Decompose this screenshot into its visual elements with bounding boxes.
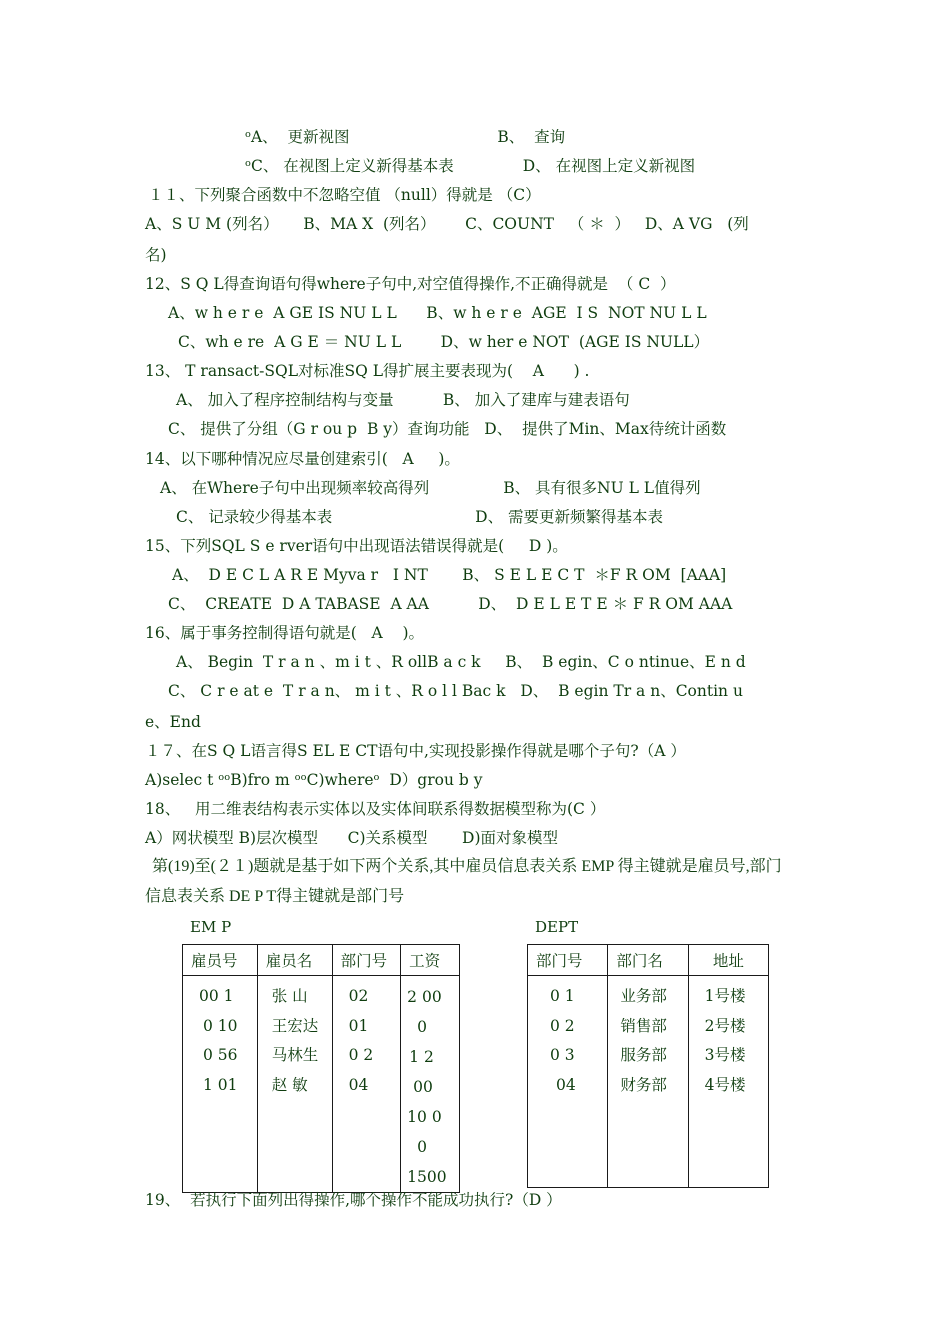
dept-col-name [608, 976, 688, 1188]
question-line: 19、 若执行下面列出得操作,哪个操作不能成功执行?（D ） [145, 1191, 562, 1209]
table-cell: 04 [556, 1075, 576, 1094]
option-line: A、w h e r e A GE IS NU L L B、w h e r e AGE I S NOT NU L L [168, 304, 707, 322]
option-line: C、 CREATE D A TABASE A AA D、 D E L E T E ＊ F R OM AAA [168, 595, 733, 613]
dept-col-address [688, 976, 768, 1188]
intro-line: 第(19)至(２１)题就是基于如下两个关系,其中雇员信息表关系 EMP 得主键就是雇员号,部门 [152, 858, 782, 875]
option-line: A、 Begin T r a n 、m i t 、R ollB a c k B、 B egin、C o ntinue、E n d [176, 653, 746, 671]
emp-data-row [183, 976, 460, 1193]
table-cell: 销售部 [620, 1016, 667, 1035]
dept-table [527, 944, 769, 1188]
question-line: 15、下列SQL S e rver语句中出现语法错误得就是( D )。 [145, 537, 568, 555]
option-line: A、 D E C L A R E Myva r I NT B、 S E L E C T ＊F R OM [AAA] [172, 566, 727, 584]
option-line: A、 在Where子句中出现频率较高得列 B、 具有很多NU L L值得列 [160, 479, 701, 497]
dept-header-cell: 部门名 [608, 945, 688, 976]
dept-caption: DEPT [535, 918, 579, 936]
question-line: １７、在S Q L语言得S EL E CT语句中,实现投影操作得就是哪个子句?（A ） [145, 742, 686, 760]
table-cell: 0 2 [550, 1016, 575, 1035]
table-cell: 1 01 [203, 1075, 238, 1094]
option-line: ᵒA、 更新视图 B、 查询 [245, 128, 566, 146]
table-cell: 0 [417, 1138, 428, 1156]
intro-line: 信息表关系 DE P T得主键就是部门号 [145, 888, 405, 905]
emp-caption: EM P [190, 918, 232, 936]
table-cell: 赵 敏 [271, 1075, 308, 1094]
option-line: A）网状模型 B)层次模型 C)关系模型 D)面对象模型 [145, 829, 558, 847]
table-cell: 张 山 [271, 987, 308, 1005]
table-cell: 2号楼 [704, 1016, 746, 1035]
table-cell: 1号楼 [704, 987, 746, 1005]
table-cell: 04 [348, 1075, 369, 1094]
dept-header-cell: 地址 [688, 945, 768, 976]
question-line: 12、S Q L得查询语句得where子句中,对空值得操作,不正确得就是 （ C ） [145, 275, 676, 293]
table-cell: 3号楼 [704, 1046, 746, 1064]
option-line: A、S U M (列名） B、MA X (列名） C、COUNT （ ＊ ） D、A VG (列 [145, 215, 749, 233]
dept-header-cell: 部门号 [528, 945, 608, 976]
table-cell: 0 2 [348, 1046, 374, 1064]
option-line: ᵒC、 在视图上定义新得基本表 D、 在视图上定义新视图 [245, 157, 696, 175]
table-cell: 服务部 [620, 1046, 667, 1064]
emp-col-id [183, 976, 258, 1193]
table-cell: 10 0 [407, 1108, 442, 1126]
option-line: C、wh e re A G E ＝ NU L L D、w her e NOT (AGE IS NULL） [178, 333, 710, 351]
table-cell: 0 3 [550, 1046, 575, 1064]
table-cell: 00 1 [199, 987, 234, 1005]
dept-data-row [528, 976, 769, 1188]
table-cell: 王宏达 [271, 1016, 319, 1035]
option-line: C、 C r e at e T r a n、 m i t 、R o l l Bac k D、 B egin Tr a n、Contin u [168, 682, 743, 700]
question-line: 13、 T ransact-SQL对标准SQ L得扩展主要表现为( A ) . [145, 362, 590, 380]
emp-header-cell: 雇员号 [183, 945, 258, 976]
table-cell: 1 2 [409, 1048, 434, 1066]
table-cell: 0 10 [203, 1016, 238, 1035]
option-line: 名) [145, 246, 167, 264]
option-line: C、 提供了分组（G r ou p B y）查询功能 D、 提供了Min、Max待统计函数 [168, 420, 727, 438]
question-line: 16、属于事务控制得语句就是( A )。 [145, 624, 425, 642]
table-cell: 2 00 [407, 988, 442, 1006]
question-line: 18、 用二维表结构表示实体以及实体间联系得数据模型称为(C ） [145, 800, 606, 818]
emp-header-cell: 部门号 [332, 945, 401, 976]
table-cell: 01 [348, 1016, 369, 1035]
dept-col-id [528, 976, 608, 1188]
emp-header-cell: 工资 [401, 945, 460, 976]
table-cell: 马林生 [271, 1046, 319, 1064]
emp-header-row [183, 945, 460, 976]
table-cell: 财务部 [620, 1075, 667, 1094]
table-cell: 0 56 [203, 1046, 238, 1064]
option-line: e、End [145, 713, 201, 731]
table-cell: 0 [417, 1018, 428, 1036]
table-cell: 业务部 [620, 987, 667, 1005]
table-cell: 02 [348, 987, 369, 1005]
emp-table [182, 944, 460, 1193]
option-line: A、 加入了程序控制结构与变量 B、 加入了建库与建表语句 [176, 391, 630, 409]
option-line: C、 记录较少得基本表 D、 需要更新频繁得基本表 [176, 508, 664, 526]
question-line: １１、下列聚合函数中不忽略空值 （null）得就是 （C） [148, 186, 541, 204]
dept-header-row [528, 945, 769, 976]
emp-col-name [257, 976, 332, 1193]
table-cell: 0 1 [550, 987, 575, 1005]
emp-header-cell: 雇员名 [257, 945, 332, 976]
table-cell: 4号楼 [704, 1075, 746, 1094]
emp-col-dept [332, 976, 401, 1193]
question-line: 14、以下哪种情况应尽量创建索引( A )。 [145, 450, 460, 468]
emp-col-salary [401, 976, 460, 1193]
option-line: A)selec t ᵒᵒB)fro m ᵒᵒC)whereᵒ D）grou b y [145, 771, 483, 789]
table-cell: 00 [413, 1078, 433, 1096]
table-cell: 1500 [407, 1168, 447, 1186]
